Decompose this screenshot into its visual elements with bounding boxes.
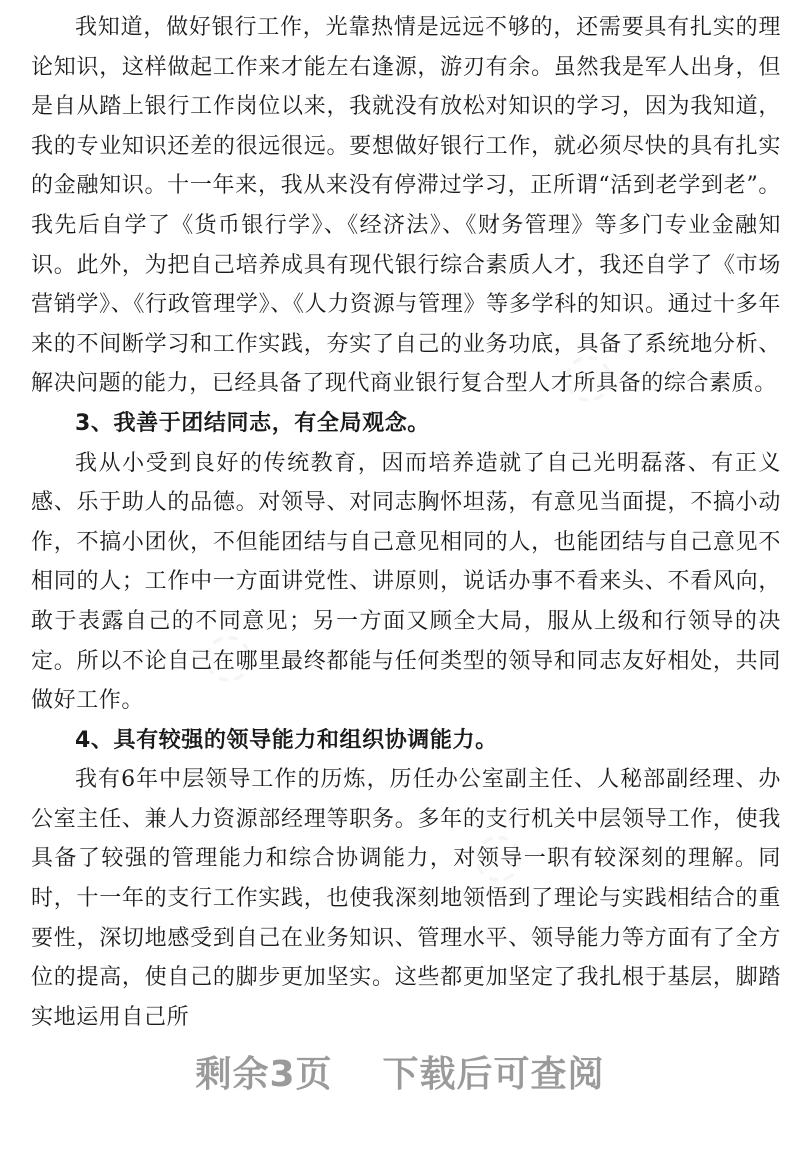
download-banner[interactable]: [0, 1046, 800, 1097]
paragraph-unity: 我从小受到良好的传统教育，因而培养造就了自己光明磊落、有正义感、乐于助人的品德。对领导、对同志胸怀坦荡，有意见当面提，不搞小动作，不搞小团伙，不但能团结与自己意见相同的人，也能团结与自己意见不相同的人；工作中一方面讲党性、讲原则，说话办事不看来头、不看风向，敢于表露自己的不同意见；另一方面又顾全大局，服从上级和行领导的决定。所以不论自己在哪里最终都能与任何类型的领导和同志友好相处，共同做好工作。: [31, 450, 781, 714]
heading-leadership: 4、具有较强的领导能力和组织协调能力。: [75, 727, 498, 753]
paragraph-leadership: 我有6年中层领导工作的历炼，历任办公室副主任、人秘部副经理、办公室主任、兼人力资源部经理等职务。多年的支行机关中层领导工作，使我具备了较强的管理能力和综合协调能力，对领导一职有较深刻的理解。同时，十一年的支行工作实践，也使我深刻地领悟到了理论与实践相结合的重要性，深切地感受到自己在业务知识、管理水平、领导能力等方面有了全方位的提高，使自己的脚步更加坚实。这些都更加坚定了我扎根于基层，脚踏实地运用自己所: [31, 767, 781, 1030]
download-to-view-text: 下载后可查阅: [382, 1054, 605, 1095]
watermark: ◌: [456, 811, 537, 899]
watermark: ◌: [186, 611, 267, 699]
heading-unity: 3、我善于团结同志，有全局观念。: [75, 410, 430, 436]
paragraph-knowledge: 我知道，做好银行工作，光靠热情是远远不够的，还需要具有扎实的理论知识，这样做起工作来才能左右逢源，游刃有余。虽然我是军人出身，但是自从踏上银行工作岗位以来，我就没有放松对知识的学习，因为我知道，我的专业知识还差的很远很远。要想做好银行工作，就必须尽快的具有扎实的金融知识。十一年来，我从来没有停滞过学习，正所谓“活到老学到老”。我先后自学了《货币银行学》、《经济法》、《财务管理》等多门专业金融知识。此外，为把自己培养成具有现代银行综合素质人才，我还自学了《市场营销学》、《行政管理学》、《人力资源与管理》等多学科的知识。通过十多年来的不间断学习和工作实践，夯实了自己的业务功底，具备了系统地分析、解决问题的能力，已经具备了现代商业银行复合型人才所具备的综合素质。: [31, 15, 781, 397]
remaining-pages-text: 剩余3页: [195, 1054, 333, 1095]
document-body: [31, 0, 781, 1037]
watermark: ◌: [546, 331, 627, 419]
